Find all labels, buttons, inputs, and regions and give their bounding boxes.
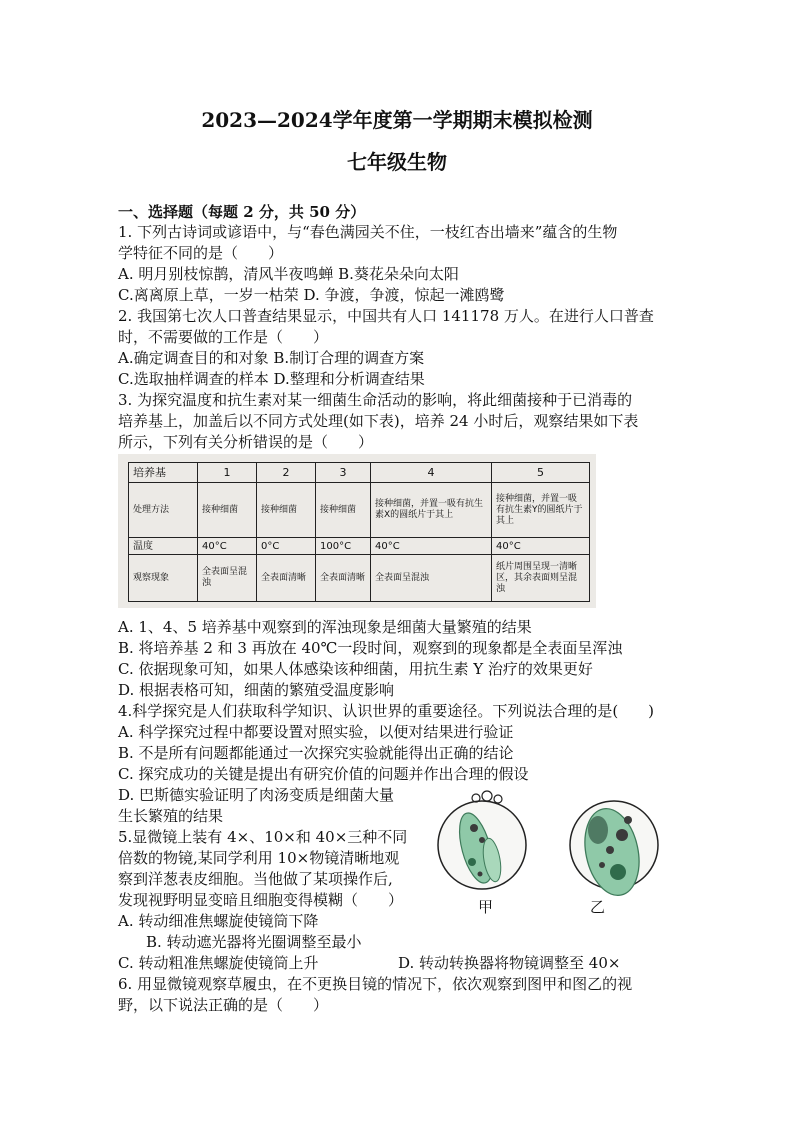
table-cell: 100°C — [316, 538, 371, 555]
table-cell: 2 — [257, 463, 316, 483]
q3-option-b: B. 将培养基 2 和 3 再放在 40℃一段时间，观察到的现象都是全表面呈浑浊 — [118, 639, 623, 657]
table-cell: 全表面清晰 — [316, 555, 371, 602]
q3-stem-line3: 所示，下列有关分析错误的是（ ） — [118, 433, 374, 451]
q3-stem-line1: 3. 为探究温度和抗生素对某一细菌生命活动的影响，将此细菌接种于已消毒的 — [118, 391, 633, 409]
table-cell: 4 — [371, 463, 492, 483]
q4-stem: 4.科学探究是人们获取科学知识、认识世界的重要途径。下列说法合理的是( ) — [118, 702, 655, 720]
table-cell: 接种细菌，并置一吸有抗生素Y的圆纸片于其上 — [492, 483, 590, 538]
table-cell: 温度 — [129, 538, 198, 555]
q6-stem-line1: 6. 用显微镜观察草履虫，在不更换目镜的情况下，依次观察到图甲和图乙的视 — [118, 975, 633, 993]
table-cell: 接种细菌 — [257, 483, 316, 538]
q1-stem-line2: 学特征不同的是（ ） — [118, 244, 284, 262]
experiment-table — [118, 454, 596, 608]
q5-option-b: B. 转动遮光器将光圈调整至最小 — [146, 933, 362, 951]
table-cell: 处理方法 — [129, 483, 198, 538]
table-cell: 全表面清晰 — [257, 555, 316, 602]
q5-option-a: A. 转动细准焦螺旋使镜筒下降 — [118, 912, 319, 930]
table-cell: 全表面呈混浊 — [198, 555, 257, 602]
q5-option-d: D. 转动转换器将物镜调整至 40× — [398, 954, 621, 972]
table-cell: 40°C — [198, 538, 257, 555]
table-cell: 接种细菌 — [316, 483, 371, 538]
table-cell: 全表面呈混浊 — [371, 555, 492, 602]
q4-option-d-line1: D. 巴斯德实验证明了肉汤变质是细菌大量 — [118, 786, 395, 804]
q3-option-c: C. 依据现象可知，如果人体感染该种细菌，用抗生素 Y 治疗的效果更好 — [118, 660, 593, 678]
table-row — [129, 538, 590, 555]
q5-option-c: C. 转动粗准焦螺旋使镜筒上升 — [118, 954, 319, 972]
figure-label-jia: 甲 — [478, 898, 494, 916]
table-cell: 观察现象 — [129, 555, 198, 602]
table-cell: 5 — [492, 463, 590, 483]
q3-option-d: D. 根据表格可知，细菌的繁殖受温度影响 — [118, 681, 395, 699]
paramecium-figure — [432, 790, 682, 920]
q6-stem-line2: 野，以下说法正确的是（ ） — [118, 996, 329, 1014]
q4-option-c: C. 探究成功的关键是提出有研究价值的问题并作出合理的假设 — [118, 765, 529, 783]
table-cell: 0°C — [257, 538, 316, 555]
q5-stem-line2: 倍数的物镜,某同学利用 10×物镜清晰地观 — [118, 849, 400, 867]
table-row — [129, 555, 590, 602]
exam-subtitle: 七年级生物 — [347, 150, 447, 174]
table-cell: 接种细菌，并置一吸有抗生素X的圆纸片于其上 — [371, 483, 492, 538]
table-cell: 40°C — [492, 538, 590, 555]
q2-stem-line1: 2. 我国第七次人口普查结果显示，中国共有人口 141178 万人。在进行人口普查 — [118, 307, 654, 325]
figure-label-yi: 乙 — [590, 898, 606, 916]
table-cell: 纸片周围呈现一清晰区，其余表面则呈混浊 — [492, 555, 590, 602]
q1-options-line2: C.离离原上草，一岁一枯荣 D. 争渡，争渡，惊起一滩鸥鹭 — [118, 286, 505, 304]
table-cell: 1 — [198, 463, 257, 483]
table-header-row — [129, 463, 590, 483]
table-cell: 培养基 — [129, 463, 198, 483]
table-cell: 3 — [316, 463, 371, 483]
q5-stem-line4: 发现视野明显变暗且细胞变得模糊（ ） — [118, 891, 404, 909]
q3-option-a: A. 1、4、5 培养基中观察到的浑浊现象是细菌大量繁殖的结果 — [118, 618, 532, 636]
q4-option-d-line2: 生长繁殖的结果 — [118, 807, 224, 825]
paramecium-illustration — [432, 790, 682, 920]
q3-stem-line2: 培养基上，加盖后以不同方式处理(如下表)，培养 24 小时后，观察结果如下表 — [118, 412, 639, 430]
q1-options-line1: A. 明月别枝惊鹊，清风半夜鸣蝉 B.葵花朵朵向太阳 — [118, 265, 459, 283]
q2-options-line2: C.选取抽样调查的样本 D.整理和分析调查结果 — [118, 370, 425, 388]
section-heading: 一、选择题（每题 2 分，共 50 分） — [118, 203, 366, 221]
table-row — [129, 483, 590, 538]
q4-option-a: A. 科学探究过程中都要设置对照实验，以便对结果进行验证 — [118, 723, 514, 741]
q1-stem-line1: 1. 下列古诗词或谚语中，与“春色满园关不住，一枝红杏出墙来”蕴含的生物 — [118, 223, 618, 241]
exam-title: 2023—2024学年度第一学期期末模拟检测 — [201, 108, 593, 132]
table-cell: 40°C — [371, 538, 492, 555]
q2-options-line1: A.确定调查目的和对象 B.制订合理的调查方案 — [118, 349, 425, 367]
q5-stem-line3: 察到洋葱表皮细胞。当他做了某项操作后, — [118, 870, 393, 888]
q2-stem-line2: 时，不需要做的工作是（ ） — [118, 328, 329, 346]
table-cell: 接种细菌 — [198, 483, 257, 538]
q5-stem-line1: 5.显微镜上装有 4×、10×和 40×三种不同 — [118, 828, 408, 846]
q4-option-b: B. 不是所有问题都能通过一次探究实验就能得出正确的结论 — [118, 744, 514, 762]
